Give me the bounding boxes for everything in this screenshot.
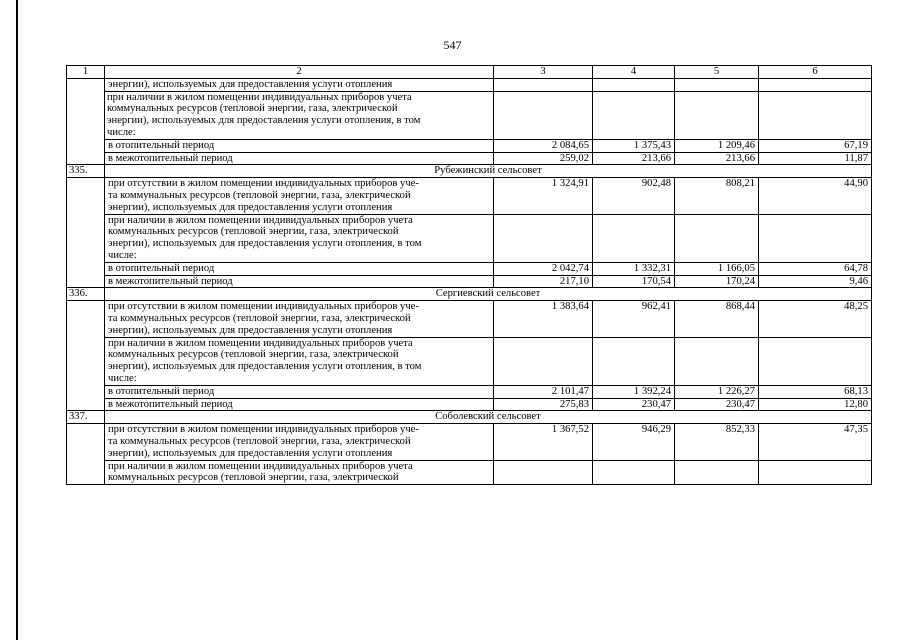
table-row: при отсутствии в жилом помещении индивидуальных приборов уче- та коммунальных ресурсов (тепловой энергии, газа, электрической энергии), используемых для предоставления услуги отопления 1 383,64 962,41 868,44 48,25 xyxy=(67,301,872,337)
row-label: в межотопительный период xyxy=(105,275,494,288)
section-name: Рубежинский сельсовет xyxy=(105,165,872,178)
row-label-with-meters: при наличии в жилом помещении индивидуальных приборов учета коммунальных ресурсов (тепловой энергии, газа, электрической энергии), используемых для предоставления услуги отопления, в том числе: xyxy=(105,337,494,385)
row-label: в отопительный период xyxy=(105,262,494,275)
table-row: в межотопительный период 275,83 230,47 230,47 12,80 xyxy=(67,398,872,411)
section-row xyxy=(67,411,872,424)
header-col-5: 5 xyxy=(675,66,759,79)
table-row xyxy=(67,337,872,385)
section-number: 336. xyxy=(67,288,105,301)
cell-empty xyxy=(67,78,105,165)
section-name: Сергиевский сельсовет xyxy=(105,288,872,301)
header-col-4: 4 xyxy=(593,66,675,79)
table-row: при отсутствии в жилом помещении индивидуальных приборов уче- та коммунальных ресурсов (тепловой энергии, газа, электрической энергии), используемых для предоставления услуги отопления 1 367,52 946,29 852,33 47,35 xyxy=(67,424,872,460)
row-label: в отопительный период xyxy=(105,139,494,152)
row-label-with-meters: при наличии в жилом помещении индивидуальных приборов учета коммунальных ресурсов (тепловой энергии, газа, электрической энергии), используемых для предоставления услуги отопления, в том числе: xyxy=(105,214,494,262)
table-row xyxy=(67,91,872,139)
section-number: 335. xyxy=(67,165,105,178)
row-label: в межотопительный период xyxy=(105,398,494,411)
section-name: Соболевский сельсовет xyxy=(105,411,872,424)
header-col-2: 2 xyxy=(105,66,494,79)
row-label-without-meters: при отсутствии в жилом помещении индивидуальных приборов уче- та коммунальных ресурсов (тепловой энергии, газа, электрической энергии), используемых для предоставления услуги отопления xyxy=(105,424,494,460)
table-row: при отсутствии в жилом помещении индивидуальных приборов уче- та коммунальных ресурсов (тепловой энергии, газа, электрической энергии), используемых для предоставления услуги отопления 1 324,91 902,48 808,21 44,90 xyxy=(67,178,872,214)
table-row: в отопительный период 2 084,65 1 375,43 1 209,46 67,19 xyxy=(67,139,872,152)
table-row xyxy=(67,460,872,485)
page-edge-line xyxy=(16,0,18,640)
row-label-with-meters: при наличии в жилом помещении индивидуальных приборов учета коммунальных ресурсов (тепловой энергии, газа, электрической энергии), используемых для предоставления услуги отопления, в том числе: xyxy=(105,91,494,139)
row-label: в отопительный период xyxy=(105,385,494,398)
header-col-3: 3 xyxy=(494,66,593,79)
table-row xyxy=(67,214,872,262)
section-row xyxy=(67,165,872,178)
row-label: в межотопительный период xyxy=(105,152,494,165)
table-row: в межотопительный период 259,02 213,66 213,66 11,87 xyxy=(67,152,872,165)
row-label-with-meters-partial: при наличии в жилом помещении индивидуальных приборов учета коммунальных ресурсов (тепловой энергии, газа, электрической xyxy=(105,460,494,485)
header-col-6: 6 xyxy=(759,66,872,79)
table-row: в отопительный период 2 101,47 1 392,24 1 226,27 68,13 xyxy=(67,385,872,398)
cell-empty xyxy=(67,424,105,485)
tariff-table xyxy=(66,65,872,485)
table-row xyxy=(67,78,872,91)
header-row xyxy=(67,66,872,79)
section-number: 337. xyxy=(67,411,105,424)
table-row: в межотопительный период 217,10 170,54 170,24 9,46 xyxy=(67,275,872,288)
row-label-without-meters: при отсутствии в жилом помещении индивидуальных приборов уче- та коммунальных ресурсов (тепловой энергии, газа, электрической энергии), используемых для предоставления услуги отопления xyxy=(105,301,494,337)
header-col-1: 1 xyxy=(67,66,105,79)
cell-empty xyxy=(67,178,105,288)
row-label-without-meters: при отсутствии в жилом помещении индивидуальных приборов уче- та коммунальных ресурсов (тепловой энергии, газа, электрической энергии), используемых для предоставления услуги отопления xyxy=(105,178,494,214)
table-row: в отопительный период 2 042,74 1 332,31 1 166,05 64,78 xyxy=(67,262,872,275)
row-label: энергии), используемых для предоставления услуги отопления xyxy=(105,78,494,91)
section-row xyxy=(67,288,872,301)
page-number: 547 xyxy=(443,38,462,52)
cell-empty xyxy=(67,301,105,411)
